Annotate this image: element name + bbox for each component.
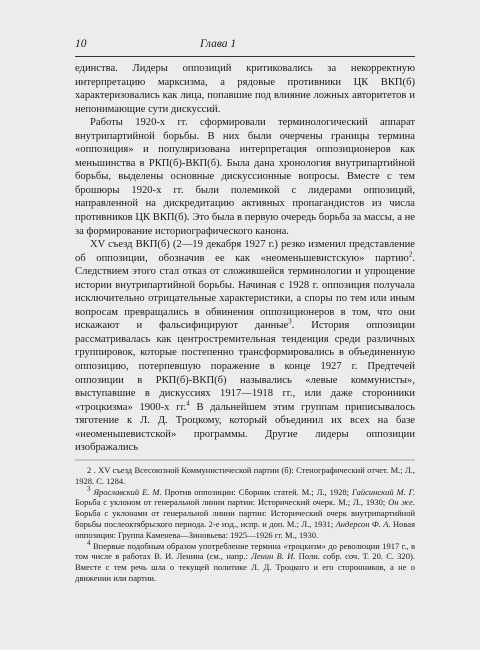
- text-run: Работы 1920-х гг. сформировали терминологический аппарат внутрипартийной борьбы. В них были очерчены границы термина «оппозиция» и популяризована интерпретация оппозиционеров как меньшинства в РКП(б)-ВКП(б). Была дана хронология внутрипартийной борьбы, выделены основные дискуссионные вопросы. Вместе с тем брошюры 1920-х гг. были полемикой с лидерами оппозиций, направленной на дискредитацию активных пропагандистов из числа противников ЦК ВКП(б). Это была в первую очередь борьба за массы, а не за формирование историографического канона.: [75, 117, 415, 237]
- page-number: 10: [75, 38, 87, 50]
- paragraph: [75, 62, 415, 116]
- text-run: XV съезд ВКП(б) (2—19 декабря 1927 г.) резко изменил представление об оппозиции, обозначив ее как «неоменьшевистскую» партию: [75, 239, 415, 264]
- text-run: Новая оппозиция: Группа Каменева—Зиновьева: 1925—1926 гг. М., 1930.: [75, 518, 415, 540]
- footnote-ref: 4: [186, 399, 190, 408]
- footnote-ref: 3: [87, 484, 91, 493]
- author-name: Ленин В. И.: [251, 551, 296, 562]
- text-run: единства. Лидеры оппозиций критиковались за некорректную интерпретацию марксизма, а рядовые противники ЦК ВКП(б) характеризовались как лица, попавшие под влияние ложных авторитетов и непонимающие сути дискуссий.: [75, 63, 415, 115]
- text-run: Против оппозиции: Сборник статей. М.; Л., 1928;: [161, 486, 352, 497]
- paragraph: [75, 116, 415, 238]
- footnote: [75, 538, 415, 584]
- author-name: Ярославский Е. М.: [90, 486, 162, 497]
- text-run: . Следствием этого стал отказ от сложившейся терминологии и упрощение истории внутрипартийной борьбы. Начиная с 1928 г. оппозиция получала исключительно отрицательные характеристики, а споры по тем или иным вопросам превращались в обвинения оппозиционеров в том, что они искажают и фальсифицируют данные: [75, 252, 415, 332]
- footnote: [75, 484, 416, 541]
- text-run: Полн. собр. соч. Т. 20. С. 320). Вместе с тем речь шла о текущей политике Л. Д. Троцкого и его сторонников, а не о движении или партии.: [75, 551, 415, 583]
- footnote-ref: 4: [87, 538, 91, 547]
- running-header: [75, 38, 415, 54]
- footnote-ref: 3: [288, 317, 292, 326]
- author-name: Гайсинский М. Г.: [351, 486, 416, 497]
- text-run: 2 . XV съезд Всесоюзной Коммунистической партии (б): Стенографический отчет. М.; Л., 1928. С. 1284.: [75, 465, 415, 486]
- footnotes: [75, 465, 415, 584]
- text-run: . История оппозиции рассматривалась как центростремительная тенденция среди различных группировок, которые постепенно трансформировались в объединенную оппозицию, потерпевшую поражение в конце 1927 г. Предтечей оппозиции в РКП(б)-ВКП(б) назывались «левые коммунисты», выступавшие в дискуссиях 1917—1918 гг., или даже сторонники «троцкизма» 1900-х гг.: [75, 320, 416, 413]
- header-divider: [75, 56, 415, 57]
- author-name: Андерсон Ф. А.: [335, 518, 391, 529]
- text-run: Впервые подобным образом употребление термина «троцкизм» до революции 1917 г., в том числе в работах В. И. Ленина (см., напр.:: [75, 540, 415, 562]
- body-text: [75, 62, 415, 455]
- text-run: Борьба с уклонами от генеральной линии партии: Исторический очерк внутрипартийной борьбы послеоктябрьского периода. 2-е изд., испр. и доп. М.; Л., 1931;: [75, 508, 415, 529]
- chapter-title: Глава 1: [200, 38, 237, 50]
- footnote: [75, 465, 415, 487]
- text-run: В дальнейшем этим группам приписывалось тяготение к Л. Д. Троцкому, который объединил их всех на базе «неоменьшевистской» программы. Другие лидеры оппозиции изображались: [75, 401, 415, 454]
- footnote-divider: [75, 459, 415, 461]
- footnote-ref: 2: [408, 250, 413, 259]
- text-run: Борьба с уклоном от генеральной линии партии: Исторический очерк. М.; Л., 1930;: [75, 497, 389, 508]
- paragraph: [75, 238, 415, 455]
- author-name: Он же.: [388, 497, 415, 508]
